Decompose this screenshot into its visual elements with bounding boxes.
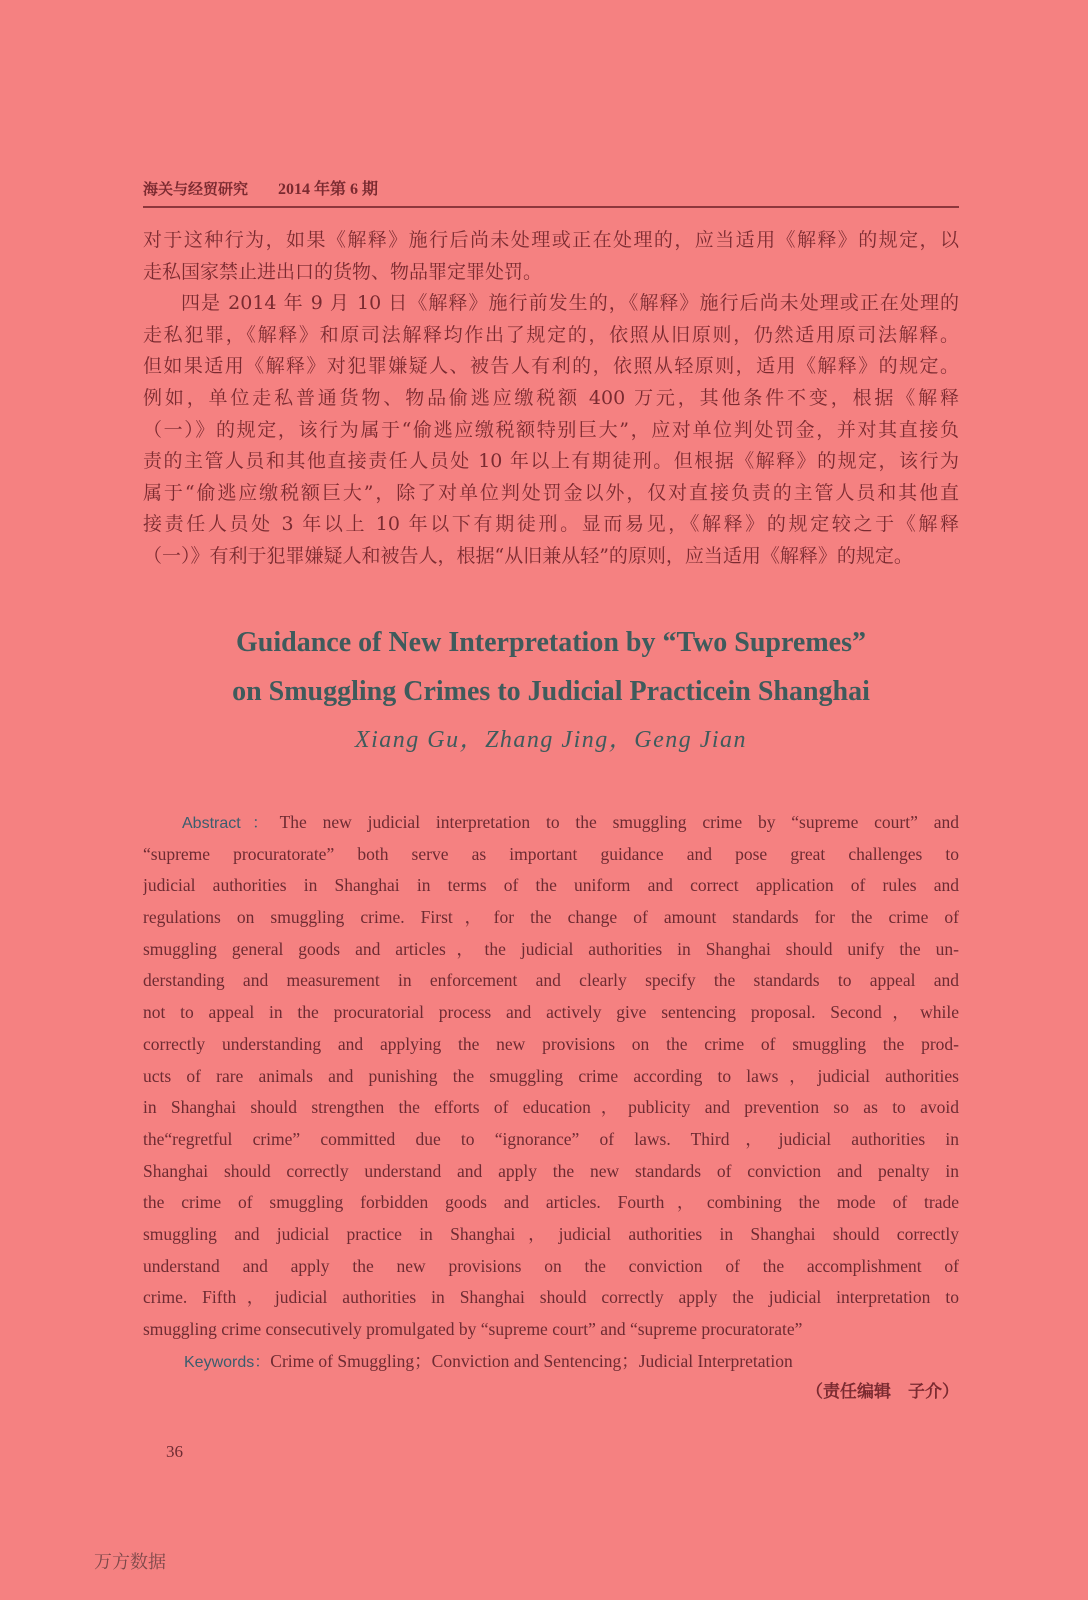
abstract-text: The new judicial interpretation to the smuggling crime by “supreme court” and — [279, 812, 959, 832]
text-line: 但如果适用《解释》对犯罪嫌疑人、被告人有利的，依照从轻原则，适用《解释》的规定。 — [143, 355, 959, 378]
abstract — [143, 807, 959, 1409]
editor-note: （责任编辑 子介） — [806, 1382, 959, 1403]
page-number: 36 — [166, 1442, 183, 1461]
abstract-line: regulations on smuggling crime. First，for the change of amount standards for the crime of — [143, 907, 959, 928]
abstract-line: Shanghai should correctly understand and apply the new standards of conviction and penalty in — [143, 1160, 959, 1181]
text-line: 走私国家禁止进出口的货物、物品罪定罪处罚。 — [143, 260, 543, 283]
abstract-line: the crime of smuggling forbidden goods and articles. Fourth，combining the mode of trade — [143, 1192, 959, 1213]
journal-name: 海关与经贸研究 — [143, 180, 249, 198]
text-line: 接责任人员处 3 年以上 10 年以下有期徒刑。显而易见，《解释》的规定较之于《解释 — [143, 513, 959, 536]
paragraph — [143, 225, 959, 288]
abstract-line: crime. Fifth，judicial authorities in Shanghai should correctly apply the judicial interpretation to — [143, 1287, 959, 1308]
abstract-line: judicial authorities in Shanghai in terms of the uniform and correct application of rules and — [143, 875, 959, 896]
title-line: Guidance of New Interpretation by “Two Supremes” — [236, 627, 866, 658]
abstract-line: smuggling and judicial practice in Shanghai，judicial authorities in Shanghai should correctly — [143, 1223, 959, 1244]
keywords-text: Crime of Smuggling；Conviction and Sentencing；Judicial Interpretation — [270, 1350, 793, 1371]
abstract-line: smuggling crime consecutively promulgated by “supreme court” and “supreme procuratorate” — [143, 1319, 803, 1339]
abstract-line: not to appeal in the procuratorial process and actively give sentencing proposal. Second，while — [143, 1002, 959, 1023]
authors: Xiang Gu，Zhang Jing，Geng Jian — [354, 727, 748, 753]
abstract-line: smuggling general goods and articles，the judicial authorities in Shanghai should unify the un- — [143, 938, 959, 959]
running-header — [143, 179, 378, 199]
text-line: （一）》有利于犯罪嫌疑人和被告人，根据“从旧兼从轻”的原则，应当适用《解释》的规定。 — [143, 544, 913, 567]
text-line: （一）》的规定，该行为属于“偷逃应缴税额特别巨大”，应对单位判处罚金，并对其直接负 — [143, 418, 959, 441]
header-rule — [143, 206, 959, 208]
chinese-body-text — [143, 225, 959, 573]
abstract-line: “supreme procuratorate” both serve as important guidance and pose great challenges to — [143, 843, 959, 864]
watermark: 万方数据 — [94, 1552, 166, 1573]
text-line: 对于这种行为，如果《解释》施行后尚未处理或正在处理的，应当适用《解释》的规定，以 — [143, 229, 959, 251]
text-line: 责的主管人员和其他直接责任人员处 10 年以上有期徒刑。但根据《解释》的规定，该行为 — [143, 450, 959, 473]
text-line: 走私犯罪，《解释》和原司法解释均作出了规定的，依照从旧原则，仍然适用原司法解释。 — [143, 323, 959, 346]
article-title — [143, 618, 959, 716]
abstract-line: ucts of rare animals and punishing the smuggling crime according to laws，judicial authorities — [143, 1065, 959, 1086]
text-line: 属于“偷逃应缴税额巨大”，除了对单位判处罚金以外，仅对直接负责的主管人员和其他直 — [143, 481, 959, 504]
abstract-line: in Shanghai should strengthen the efforts of education，publicity and prevention so as to avoid — [143, 1097, 959, 1118]
abstract-line: the“regretful crime” committed due to “ignorance” of laws. Third，judicial authorities in — [143, 1128, 959, 1149]
abstract-line: understand and apply the new provisions on the conviction of the accomplishment of — [143, 1255, 959, 1276]
abstract-label: Abstract： — [182, 815, 280, 832]
keywords — [143, 1346, 959, 1378]
title-line: on Smuggling Crimes to Judicial Practicein Shanghai — [232, 676, 870, 707]
abstract-line: correctly understanding and applying the new provisions on the crime of smuggling the prod- — [143, 1033, 959, 1054]
text-line: 四是 2014 年 9 月 10 日《解释》施行前发生的，《解释》施行后尚未处理或正在处理的 — [181, 292, 959, 315]
paragraph — [143, 288, 959, 572]
abstract-line — [143, 807, 959, 839]
text-line: 例如，单位走私普通货物、物品偷逃应缴税额 400 万元，其他条件不变，根据《解释 — [143, 386, 959, 409]
abstract-line: derstanding and measurement in enforcement and clearly specify the standards to appeal and — [143, 970, 959, 991]
keywords-label: Keywords： — [184, 1353, 271, 1371]
issue-label: 2014 年第 6 期 — [278, 181, 379, 198]
